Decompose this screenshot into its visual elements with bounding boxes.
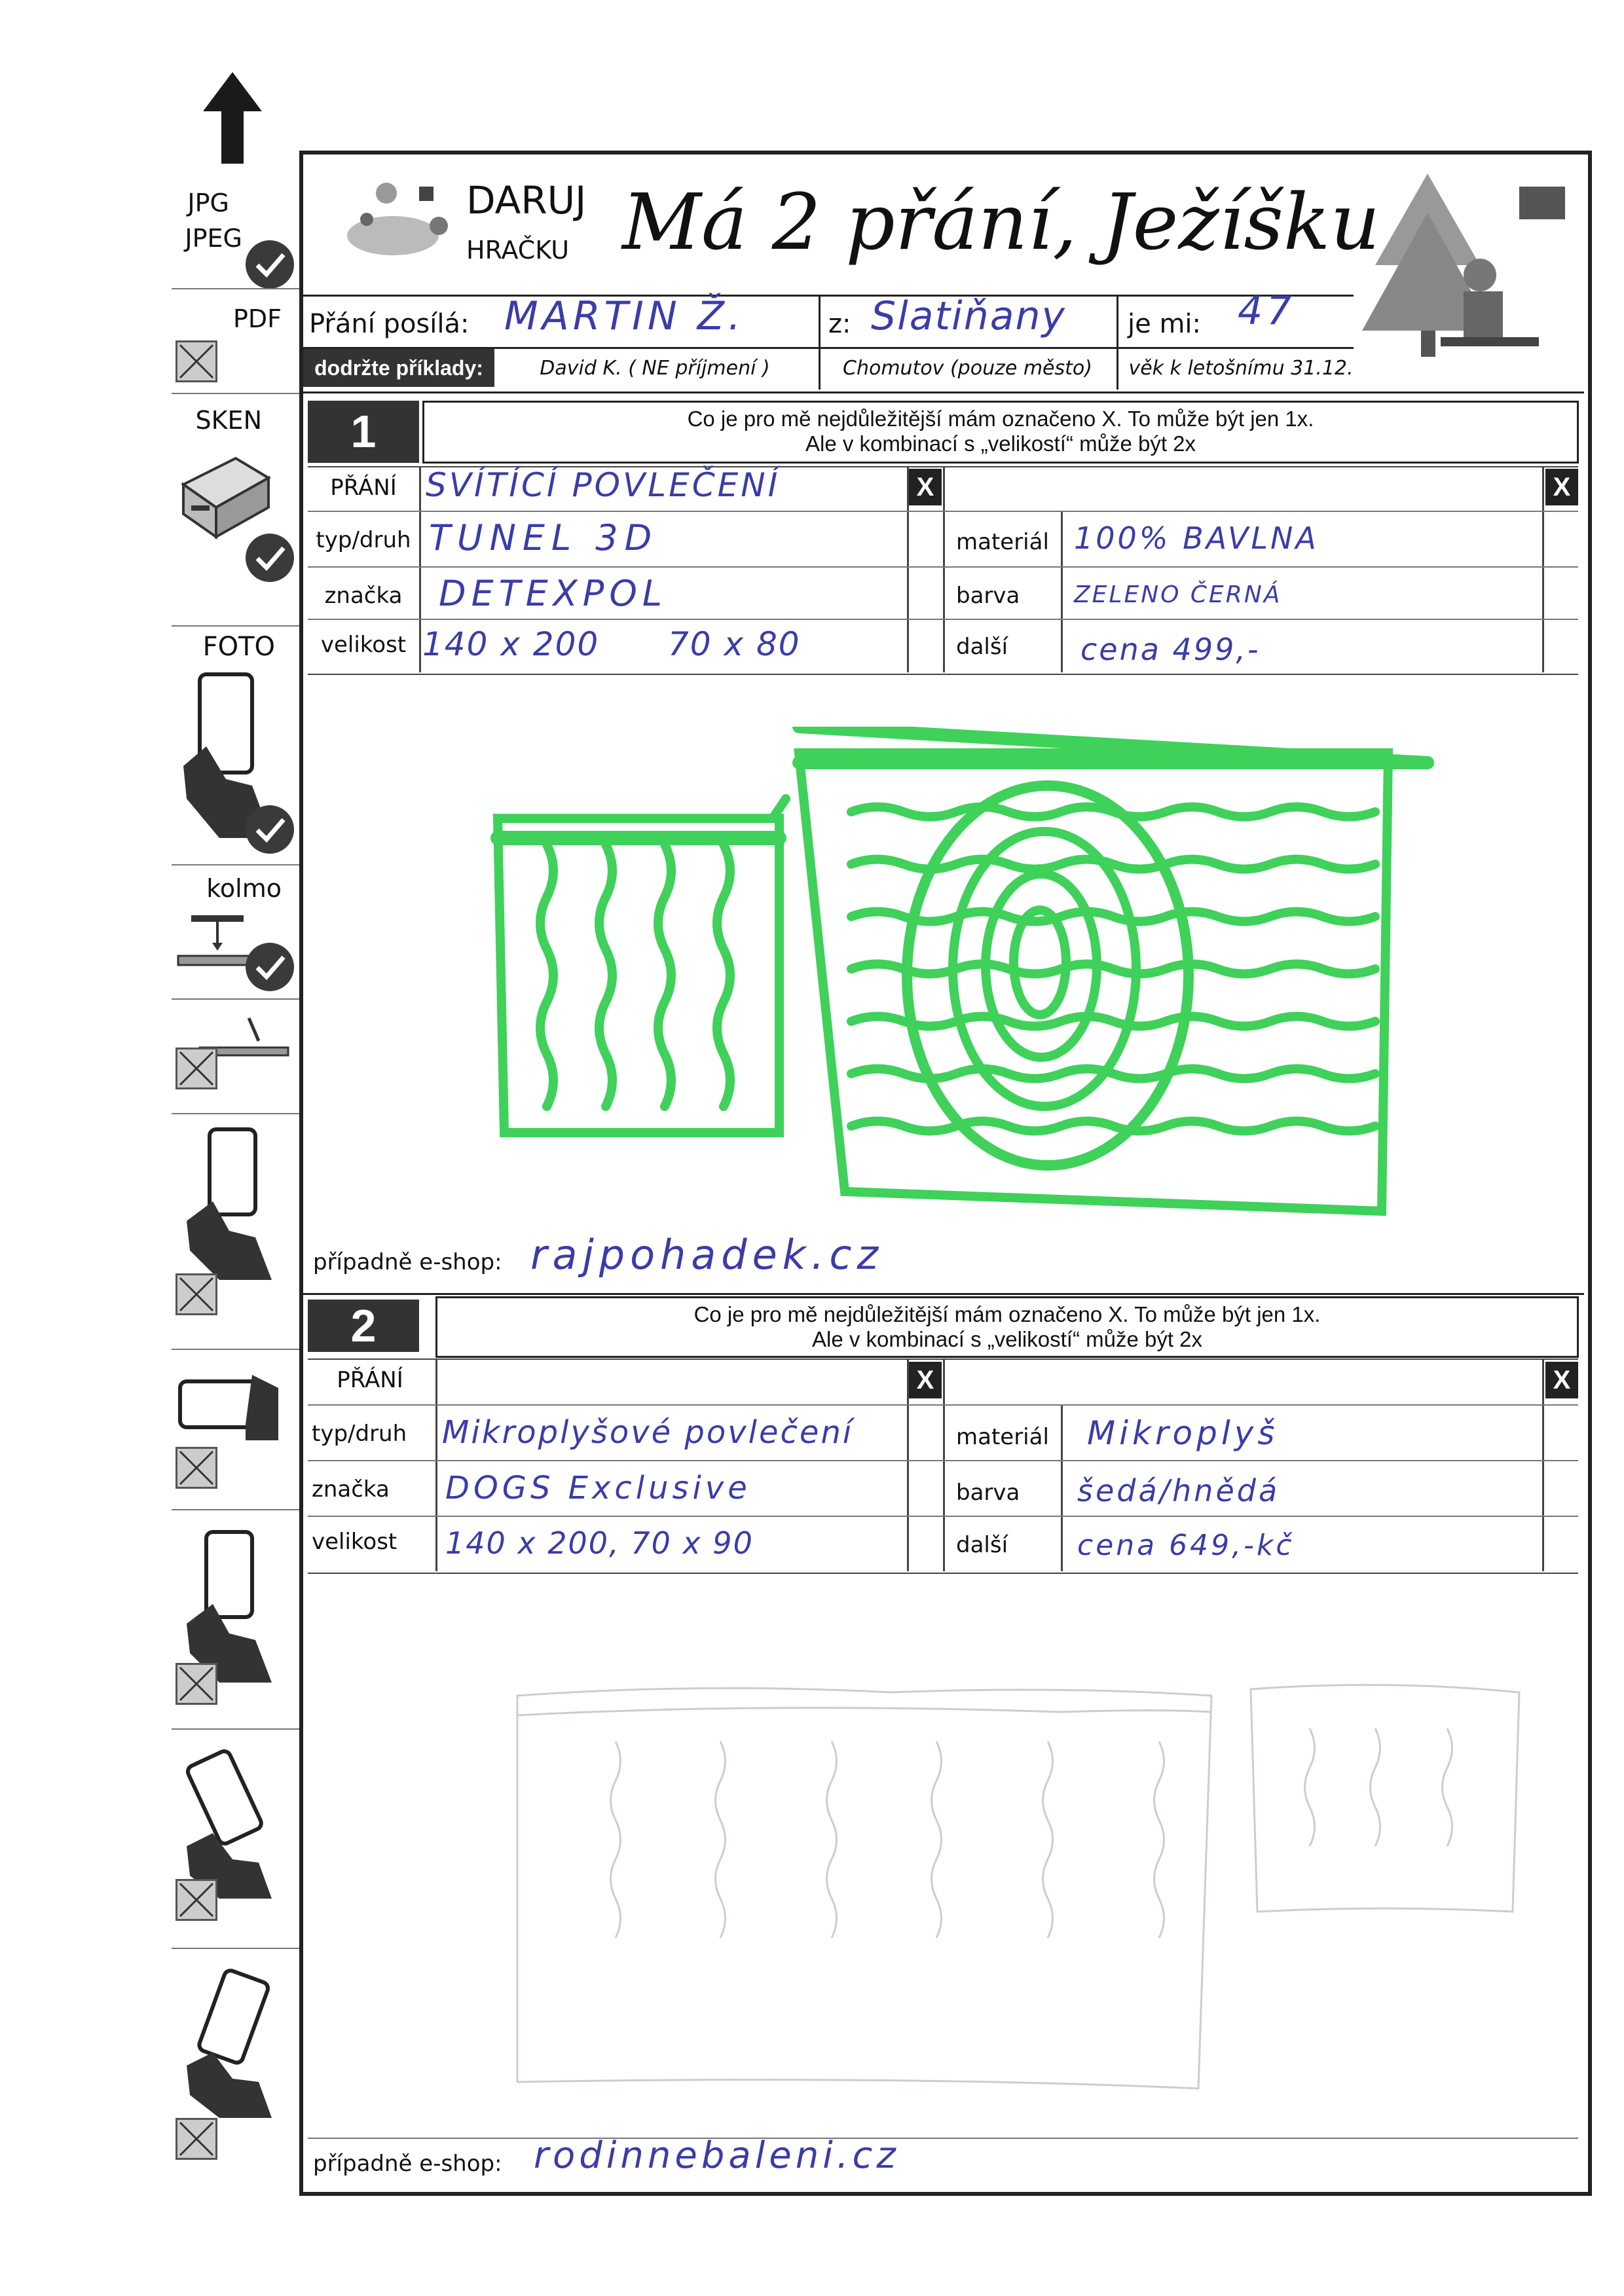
examples-label: dodržte příklady: (303, 349, 494, 387)
phone-tilted-icon (174, 1741, 278, 1899)
label-wish: PŘÁNÍ (337, 1367, 403, 1393)
wish-note-line2: Ale v kombinací s „velikostí“ může být 2x (805, 431, 1196, 456)
label-brand: značka (312, 1476, 390, 1503)
wish-value: SVÍTÍCÍ POVLEČENÍ (426, 466, 781, 504)
format-pdf: PDF (232, 304, 282, 333)
logo-hracku: HRAČKU (466, 236, 570, 264)
size-value-b: 70 x 80 (668, 625, 801, 663)
format-sken: SKEN (195, 406, 262, 435)
type-value: Mikroplyšové povlečení (442, 1414, 854, 1451)
cross-box-icon (175, 1273, 217, 1315)
material-value: Mikroplyš (1087, 1414, 1279, 1452)
format-kolmo: kolmo (206, 874, 282, 903)
toy-logo-icon (341, 173, 462, 265)
label-size: velikost (320, 632, 407, 658)
importance-x-mark: X (909, 469, 942, 505)
wish-note-line1: Co je pro mě nejdůležitější mám označeno X. To může být jen 1x. (693, 1302, 1321, 1326)
check-icon (246, 534, 294, 582)
sender-name: MARTIN Ž. (504, 293, 745, 339)
example-town: Chomutov (pouze město) (843, 357, 1092, 380)
from-label: z: (828, 309, 851, 339)
arrow-up-icon (203, 72, 262, 164)
importance-x-mark: X (909, 1362, 942, 1398)
material-value: 100% BAVLNA (1074, 520, 1319, 556)
phone-hand-icon (180, 1525, 278, 1683)
christmas-tree-icon (1349, 160, 1578, 386)
scanner-icon (177, 445, 275, 543)
format-foto: FOTO (202, 632, 275, 662)
logo-daruj: DARUJ (466, 178, 587, 223)
wish-number: 1 (308, 401, 419, 463)
phone-hand-icon (180, 1123, 278, 1280)
other-value: cena 499,- (1080, 632, 1261, 667)
eshop-value: rodinnebaleni.cz (534, 2134, 900, 2177)
wish-note-box (422, 401, 1579, 464)
cross-box-icon (175, 340, 217, 382)
other-value: cena 649,-kč (1077, 1529, 1295, 1562)
phone-tilted-icon (180, 1961, 285, 2118)
cross-box-icon (175, 2118, 217, 2160)
sender-label: Přání posílá: (309, 309, 470, 339)
cross-box-icon (175, 1447, 217, 1489)
label-color: barva (956, 583, 1020, 609)
sender-town: Slatiňany (871, 293, 1067, 339)
label-type: typ/druh (312, 1421, 407, 1447)
color-value: ZELENO ČERNÁ (1074, 581, 1282, 608)
eshop-label: případně e-shop: (313, 2151, 502, 2177)
check-icon (246, 805, 294, 854)
size-value: 140 x 200, 70 x 90 (445, 1525, 754, 1561)
brand-value: DETEXPOL (439, 573, 667, 614)
cross-box-icon (175, 1879, 217, 1921)
eshop-value: rajpohadek.cz (530, 1231, 884, 1279)
example-name: David K. ( NE příjmení ) (540, 357, 770, 380)
label-size: velikost (312, 1529, 397, 1555)
eshop-label: případně e-shop: (313, 1249, 502, 1275)
wish-note-line2: Ale v kombinací s „velikostí“ může být 2x (811, 1327, 1203, 1351)
label-other: další (956, 1532, 1008, 1558)
phone-landscape-icon (174, 1368, 285, 1447)
label-material: materiál (956, 1424, 1049, 1450)
wish-note-box (435, 1296, 1579, 1358)
wish-number: 2 (308, 1300, 419, 1352)
importance-x-mark: X (1545, 1362, 1578, 1398)
check-icon (246, 240, 294, 289)
label-type: typ/druh (316, 527, 411, 553)
format-jpeg: JPEG (185, 224, 242, 253)
label-wish: PŘÁNÍ (330, 475, 397, 501)
importance-x-mark: X (1545, 469, 1578, 505)
cross-box-icon (175, 1663, 217, 1705)
page-title: Má 2 přání, Ježíšku (622, 177, 1380, 267)
bedding-sketch (504, 1676, 1526, 2095)
brand-value: DOGS Exclusive (445, 1470, 751, 1506)
wish-note-line1: Co je pro mě nejdůležitější mám označeno X. To může být jen 1x. (687, 407, 1314, 431)
label-color: barva (956, 1480, 1020, 1506)
size-value-a: 140 x 200 (422, 625, 600, 663)
type-value: TUNEL 3D (429, 517, 659, 558)
bedding-drawing (485, 727, 1441, 1224)
example-age: věk k letošnímu 31.12. (1128, 357, 1354, 380)
color-value: šedá/hnědá (1077, 1473, 1280, 1508)
label-brand: značka (324, 583, 403, 609)
format-jpg: JPG (187, 189, 229, 217)
cross-box-icon (175, 1048, 217, 1089)
label-material: materiál (956, 529, 1049, 555)
age-label: je mi: (1128, 309, 1201, 339)
sender-age: 47 (1238, 288, 1296, 334)
label-other: další (956, 634, 1008, 660)
check-icon (246, 943, 294, 991)
